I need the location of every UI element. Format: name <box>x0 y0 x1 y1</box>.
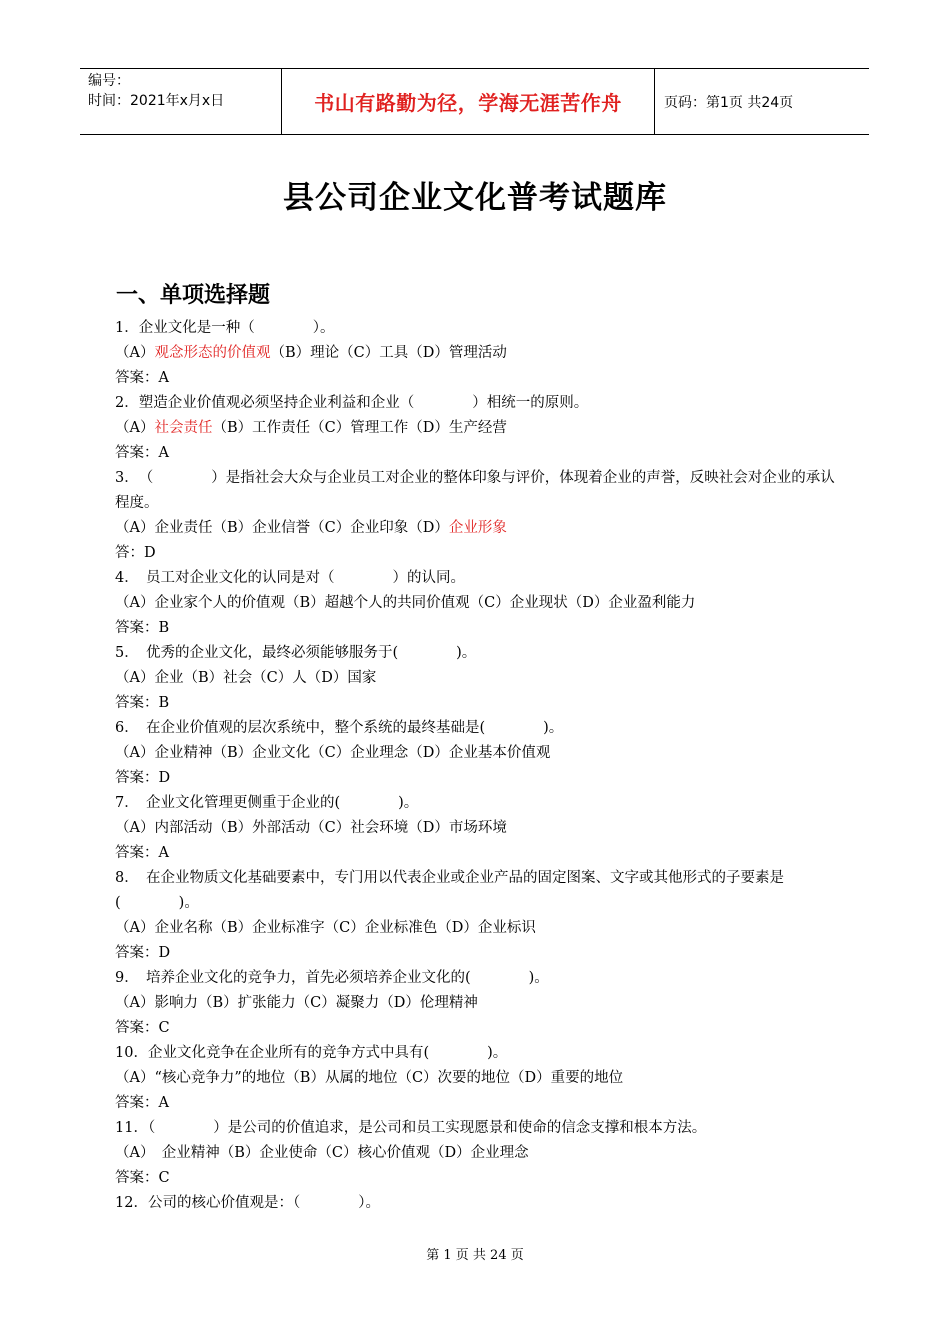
question-options <box>115 591 840 616</box>
answer-line: 答案：A <box>115 445 169 461</box>
header-table <box>80 68 869 135</box>
answer-line: 答案：D <box>115 770 171 786</box>
question-options <box>115 416 840 441</box>
answer-line: 答案：A <box>115 370 169 386</box>
options-text: （A）“核心竞争力”的地位（B）从属的地位（C）次要的地位（D）重要的地位 <box>115 1070 624 1086</box>
answer-line: 答案：A <box>115 1095 169 1111</box>
question-item <box>115 791 840 866</box>
question-options <box>115 1141 840 1166</box>
question-options <box>115 741 840 766</box>
question-item <box>115 1116 840 1191</box>
answer-line: 答案：D <box>115 945 171 961</box>
question-text: 7． 企业文化管理更侧重于企业的( )。 <box>115 795 419 811</box>
question-options <box>115 666 840 691</box>
options-text: （A）企业精神（B）企业文化（C）企业理念（D）企业基本价值观 <box>115 745 551 761</box>
question-text: 12．公司的核心价值观是：（ ）。 <box>115 1195 380 1211</box>
question-options <box>115 991 840 1016</box>
number-label: 编号： <box>88 73 130 89</box>
question-text: 6． 在企业价值观的层次系统中，整个系统的最终基础是( )。 <box>115 720 564 736</box>
question-text: 1．企业文化是一种（ ）。 <box>115 320 335 336</box>
document-title: 县公司企业文化普考试题库 <box>283 180 667 216</box>
header-meta <box>80 69 281 134</box>
correct-option-highlight: 企业形象 <box>448 520 507 536</box>
options-text: （A）企业责任（B）企业信誉（C）企业印象（D） <box>115 520 449 536</box>
question-item <box>115 1041 840 1116</box>
answer-line: 答案：A <box>115 845 169 861</box>
question-item <box>115 566 840 641</box>
options-text: （A） <box>115 420 155 436</box>
correct-option-highlight: 观念形态的价值观 <box>154 345 271 361</box>
question-options <box>115 816 840 841</box>
answer-line: 答案：B <box>115 620 170 636</box>
question-item <box>115 1191 840 1216</box>
answer-line: 答案：B <box>115 695 170 711</box>
correct-option-highlight: 社会责任 <box>154 420 213 436</box>
question-text: 2．塑造企业价值观必须坚持企业利益和企业（ ）相统一的原则。 <box>115 395 589 411</box>
question-item <box>115 641 840 716</box>
options-text: （A）内部活动（B）外部活动（C）社会环境（D）市场环境 <box>115 820 507 836</box>
options-text: （B）理论（C）工具（D）管理活动 <box>270 345 507 361</box>
options-text: （B）工作责任（C）管理工作（D）生产经营 <box>212 420 507 436</box>
question-item <box>115 466 840 566</box>
question-item <box>115 966 840 1041</box>
question-text: 9． 培养企业文化的竞争力，首先必须培养企业文化的( )。 <box>115 970 549 986</box>
question-item <box>115 391 840 466</box>
question-text: 5． 优秀的企业文化，最终必须能够服务于( )。 <box>115 645 477 661</box>
page-footer: 第 1 页 共 24 页 <box>426 1248 524 1263</box>
question-list <box>115 316 840 1216</box>
question-item <box>115 866 840 966</box>
question-options <box>115 516 840 541</box>
options-text: （A） 企业精神（B）企业使命（C）核心价值观（D）企业理念 <box>115 1145 529 1161</box>
options-text: （A）企业家个人的价值观（B）超越个人的共同价值观（C）企业现状（D）企业盈利能力 <box>115 595 696 611</box>
answer-line: 答案：C <box>115 1020 170 1036</box>
answer-line: 答：D <box>115 545 156 561</box>
question-item <box>115 316 840 391</box>
options-text: （A）企业名称（B）企业标准字（C）企业标准色（D）企业标识 <box>115 920 536 936</box>
header-motto: 书山有路勤为径，学海无涯苦作舟 <box>281 69 655 134</box>
question-text: 8． 在企业物质文化基础要素中，专门用以代表企业或企业产品的固定图案、文字或其他形式的子要素是( )。 <box>115 870 784 911</box>
question-text: 3． （ ）是指社会大众与企业员工对企业的整体印象与评价，体现着企业的声誉，反映社会对企业的承认程度。 <box>115 470 835 511</box>
question-options <box>115 1066 840 1091</box>
header-page: 页码：第1页 共24页 <box>664 94 794 111</box>
question-options <box>115 341 840 366</box>
question-text: 11．（ ）是公司的价值追求，是公司和员工实现愿景和使命的信念支撑和根本方法。 <box>115 1120 707 1136</box>
question-item <box>115 716 840 791</box>
answer-line: 答案：C <box>115 1170 170 1186</box>
question-text: 10．企业文化竞争在企业所有的竞争方式中具有( )。 <box>115 1045 508 1061</box>
date-label: 时间：2021年x月x日 <box>88 93 225 109</box>
section-title: 一、单项选择题 <box>116 283 271 308</box>
options-text: （A） <box>115 345 155 361</box>
question-text: 4． 员工对企业文化的认同是对（ ）的认同。 <box>115 570 465 586</box>
options-text: （A）企业（B）社会（C）人（D）国家 <box>115 670 377 686</box>
options-text: （A）影响力（B）扩张能力（C）凝聚力（D）伦理精神 <box>115 995 478 1011</box>
question-options <box>115 916 840 941</box>
